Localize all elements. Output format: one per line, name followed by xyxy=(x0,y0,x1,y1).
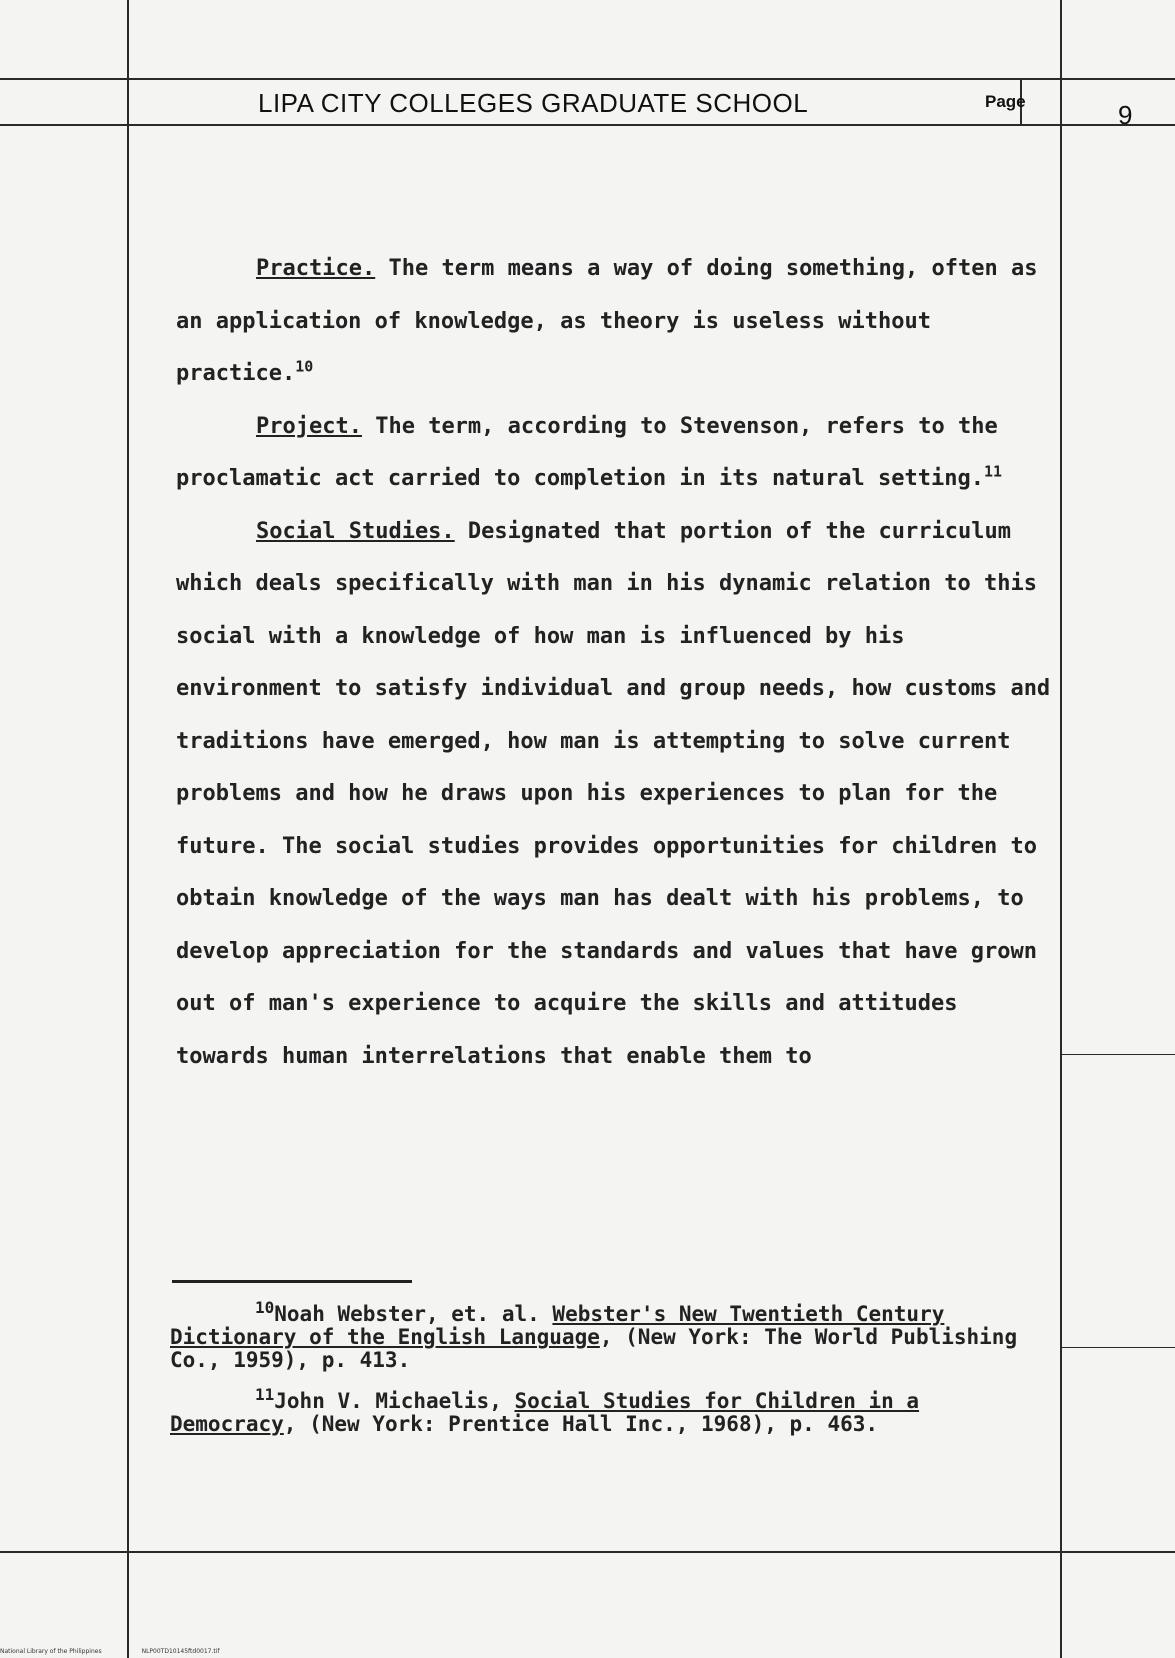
term-project: Project. xyxy=(256,413,362,439)
definition-practice xyxy=(176,243,1061,401)
term-practice: Practice. xyxy=(256,256,376,281)
footnote-ref-11: 11 xyxy=(983,462,1003,481)
right-margin-tick-1 xyxy=(1062,1054,1175,1055)
footnote-publication: , (New York: Prentice Hall Inc., 1968), p. 463. xyxy=(283,1412,879,1436)
scan-library: National Library of the Philippines xyxy=(0,1648,102,1655)
footnote-number: 10 xyxy=(255,1298,275,1317)
body-text xyxy=(176,243,1061,1083)
scan-caption xyxy=(0,1648,260,1655)
footnote-title: Social Studies for Children in a Democracy xyxy=(170,1389,920,1436)
footnote-separator xyxy=(172,1280,412,1283)
footnote-publication: , (New York: The World Publishing Co., 1959), p. 413. xyxy=(170,1325,1018,1372)
definition-project xyxy=(176,401,1061,506)
page-label: Page xyxy=(985,92,1026,111)
school-title: LIPA CITY COLLEGES GRADUATE SCHOOL xyxy=(258,88,809,118)
footnote-ref-10: 10 xyxy=(295,357,314,376)
margin-line-left xyxy=(127,0,129,1658)
definition-project-text: The term, according to Stevenson, refers to the proclamatic act carried to completion in its natural setting. xyxy=(176,413,998,491)
footnote-author: John V. Michaelis, xyxy=(274,1389,515,1413)
footnote-number: 11 xyxy=(255,1385,275,1404)
header-rule-bottom xyxy=(0,124,1175,126)
page-number: 9 xyxy=(1118,100,1133,130)
scan-file: NLP00TD10145ftd0017.tif xyxy=(141,1648,220,1655)
definition-social-studies-text: Designated that portion of the curriculum which deals specifically with man in his dynamic relation to this social with a knowledge of how man is influenced by his environment to satisfy individual and group needs, how customs and traditions have emerged, how man is attempting to solve current problems and how he draws upon his experiences to plan for the future. The social studies provides opportunities for children to obtain knowledge of the ways man has dealt with his problems, to develop appreciation for the standards and values that have grown out of man's experience to acquire the skills and attitudes towards human interrelations that enable them to xyxy=(176,518,1051,1069)
footnote-author: Noah Webster, et. al. xyxy=(274,1302,553,1326)
definition-social-studies xyxy=(176,506,1061,1084)
definition-practice-text: The term means a way of doing something, often as an application of knowledge, as theory is useless without practice. xyxy=(176,256,1038,386)
footnote-10 xyxy=(170,1298,1050,1372)
footnotes xyxy=(170,1298,1050,1454)
header-rule-top xyxy=(0,78,1175,80)
right-margin-tick-2 xyxy=(1062,1347,1175,1348)
footer-rule xyxy=(0,1551,1175,1553)
footnote-11 xyxy=(170,1385,1050,1436)
footnote-title: Webster's New Twentieth Century Dictionary of the English Language xyxy=(170,1302,945,1349)
term-social-studies: Social Studies. xyxy=(256,518,455,544)
